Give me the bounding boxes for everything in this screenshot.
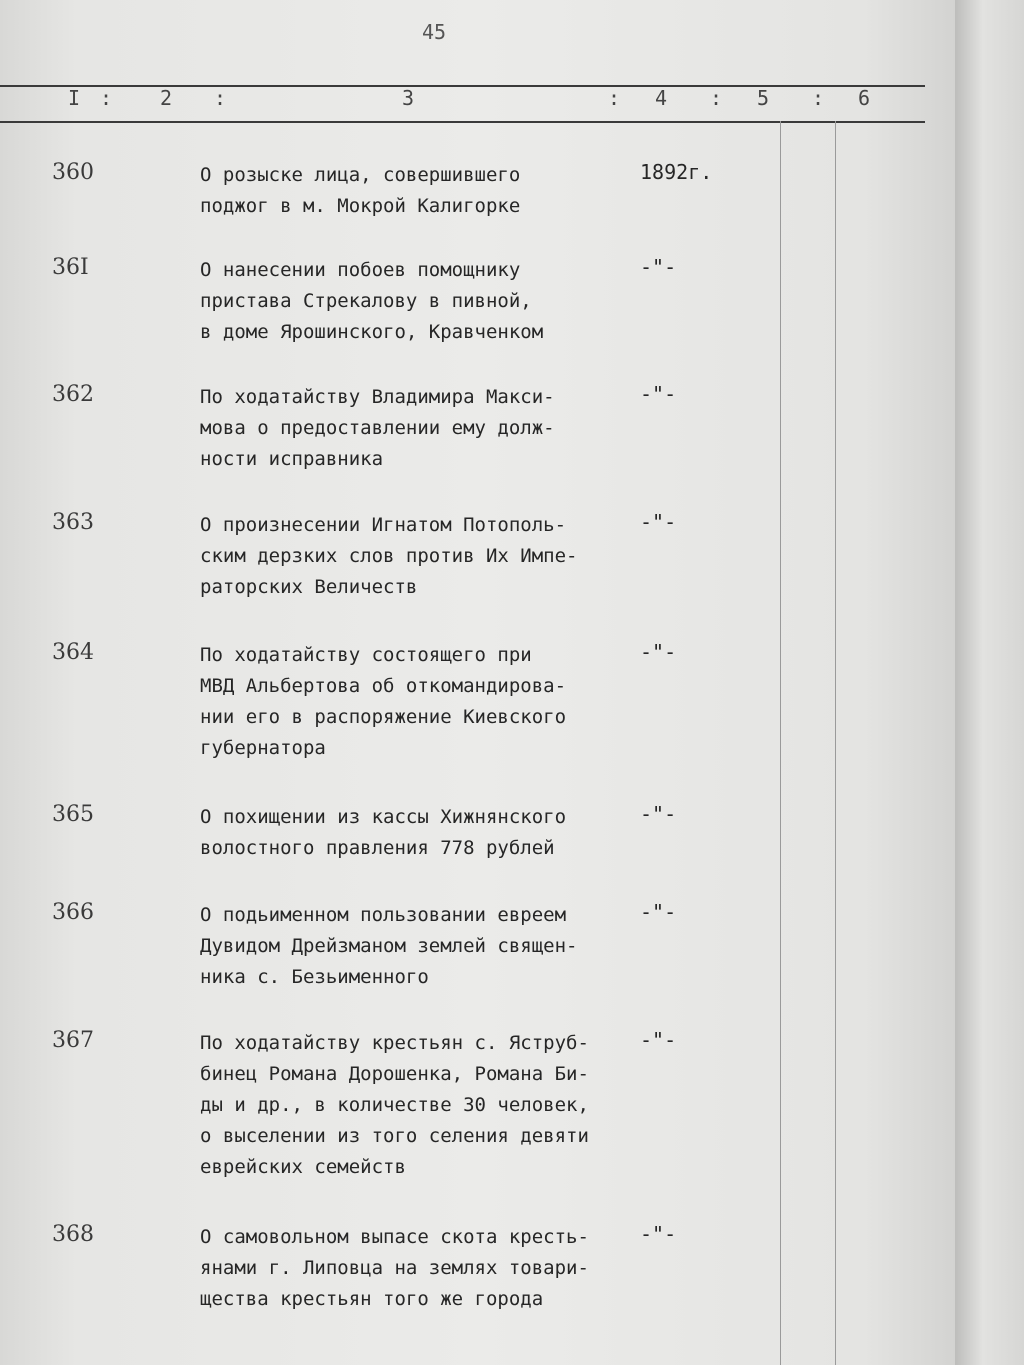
column-header-4: 4 <box>655 86 668 110</box>
adjacent-page-edge <box>955 0 1024 1365</box>
entry-text: О розыске лица, совершившего поджог в м. Мокрой Калигорке <box>200 164 521 217</box>
column-separator: : <box>608 86 621 110</box>
column-divider <box>780 121 781 1365</box>
entry-number: 360 <box>52 160 94 185</box>
column-separator: : <box>710 86 723 110</box>
entry-date: -"- <box>640 510 677 534</box>
entry-text: О похищении из кассы Хижнянского волостного правления 778 рублей <box>200 806 567 859</box>
column-header-3: 3 <box>402 86 415 110</box>
entry-date: -"- <box>640 1222 677 1246</box>
entry-number: 367 <box>52 1028 94 1053</box>
page-number: 45 <box>422 20 447 44</box>
column-separator: : <box>214 86 227 110</box>
entry-number: 366 <box>52 900 94 925</box>
entry-date: -"- <box>640 382 677 406</box>
entry-number: 363 <box>52 510 94 535</box>
entry-text: О нанесении побоев помощнику пристава Стрекалову в пивной, в доме Ярошинского, Кравченком <box>200 259 544 343</box>
entry-number: 36I <box>52 255 89 280</box>
entry-text: По ходатайству Владимира Макси- мова о предоставлении ему долж- ности исправника <box>200 386 555 470</box>
column-header-2: 2 <box>160 86 173 110</box>
entry-text: По ходатайству состоящего при МВД Альбертова об откомандирова- нии его в распоряжение Киевского губернатора <box>200 644 567 759</box>
entry-text: О самовольном выпасе скота кресть- янами г. Липовца на землях товари- щества крестьян того же города <box>200 1226 589 1310</box>
entry-number: 362 <box>52 382 94 407</box>
entry-date: -"- <box>640 900 677 924</box>
column-header-6: 6 <box>858 86 871 110</box>
entry-number: 365 <box>52 802 94 827</box>
column-divider <box>835 121 836 1365</box>
entry-date: -"- <box>640 1028 677 1052</box>
entry-number: 368 <box>52 1222 94 1247</box>
column-separator: : <box>812 86 825 110</box>
column-header-1: I <box>68 86 81 110</box>
header-top-rule <box>0 85 925 87</box>
entry-date: -"- <box>640 802 677 826</box>
column-header-5: 5 <box>757 86 770 110</box>
entry-date: -"- <box>640 640 677 664</box>
entry-text: О подьименном пользовании евреем Дувидом Дрейзманом землей священ- ника с. Безьименного <box>200 904 578 988</box>
header-bottom-rule <box>0 121 925 123</box>
entry-number: 364 <box>52 640 94 665</box>
entry-date: 1892г. <box>640 160 713 184</box>
entry-date: -"- <box>640 255 677 279</box>
entry-text: По ходатайству крестьян с. Яструб- бинец Романа Дорошенка, Романа Би- ды и др., в количестве 30 человек, о выселении из того селения девяти еврейских семейств <box>200 1032 589 1178</box>
entry-text: О произнесении Игнатом Потополь- ским дерзких слов против Их Импе- раторских Величеств <box>200 514 578 598</box>
column-separator: : <box>100 86 113 110</box>
